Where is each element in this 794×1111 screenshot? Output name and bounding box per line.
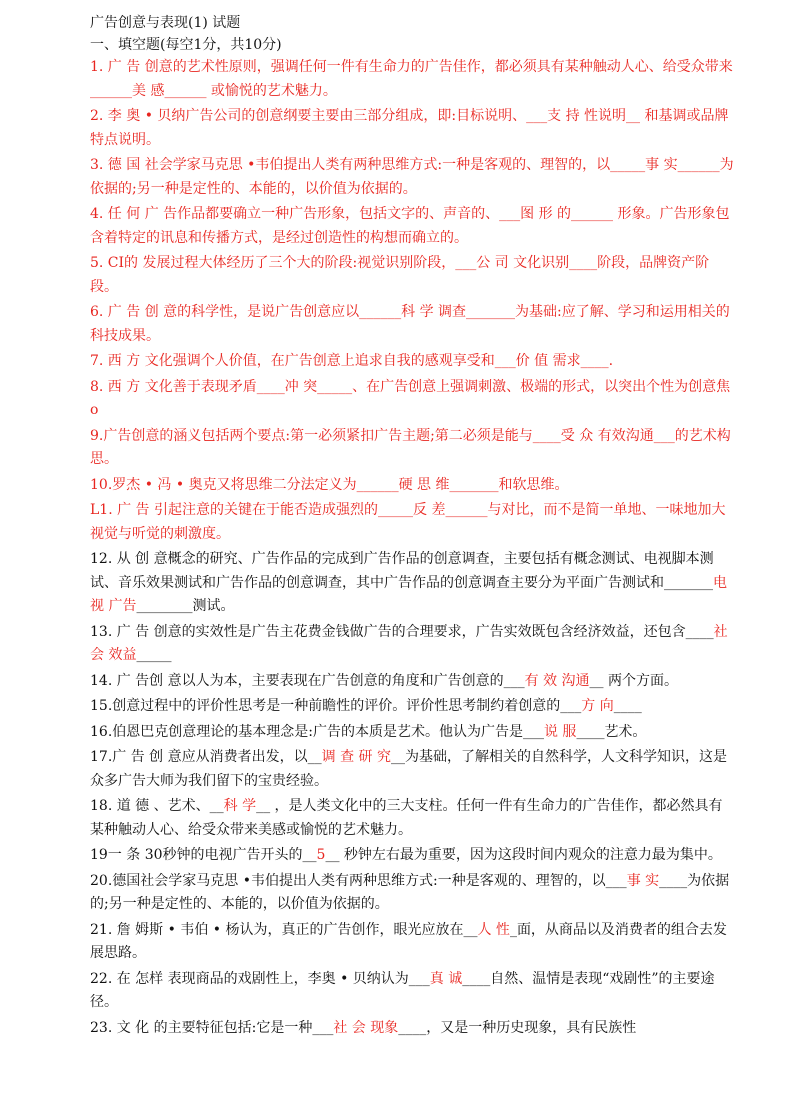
question-item: [90, 621, 734, 668]
question-item: [90, 548, 734, 619]
question-text: 7. 西 方 文化强调个人价值，在广告创意上追求自我的感观享受和___价 值 需求____.: [90, 353, 614, 369]
question-item: [90, 252, 734, 299]
question-item: [90, 499, 734, 546]
question-text: 14. 广 告创 意以人为本，主要表现在广告创意的角度和广告创意的___: [90, 672, 525, 689]
question-text: __为基础，了解相关的自然科学，人文科学知识，这是众多广告大师为我们留下的宝贵经验。: [90, 749, 727, 789]
question-text: ____为依据的;另一种是定性的、本能的，以价值为依据的。: [90, 872, 730, 912]
question-text: 13. 广 告 创意的实效性是广告主花费金钱做广告的合理要求，广告实效既包含经济效益，还包含____: [90, 623, 714, 640]
question-text: 23. 文 化 的主要特征包括:它是一种___: [90, 1019, 334, 1036]
question-item: [90, 154, 734, 201]
question-text: _面，从商品以及消费者的组合去发展思路。: [90, 921, 727, 961]
question-item: [90, 746, 734, 793]
question-text: 4. 任 何 广 告作品都要确立一种广告形象，包括文字的、声音的、___图 形 的______ 形象。广告形象包含着特定的讯息和传播方式，是经过创造性的构想而确立的。: [90, 206, 730, 246]
question-item: [90, 105, 734, 152]
answer-text: 人 性: [477, 921, 510, 938]
question-text: 19一 条 30秒钟的电视广告开头的__: [90, 847, 317, 863]
question-text: 9.广告创意的涵义包括两个要点:第一必须紧扣广告主题;第二必须是能与____受 众 有效沟通___的艺术构思。: [90, 427, 731, 467]
answer-text: 方 向: [581, 698, 614, 714]
page-title: 广告创意与表现(1) 试题: [90, 15, 241, 31]
question-item: [90, 203, 734, 250]
question-text: ____艺术。: [576, 723, 647, 740]
question-text: ____自然、温情是表现“戏剧性”的主要途径。: [90, 970, 715, 1010]
answer-text: 调 查 研 究: [321, 749, 391, 765]
question-item: [90, 695, 734, 719]
question-text: ____: [613, 698, 642, 714]
question-item: [90, 425, 734, 472]
question-text: 15.创意过程中的评价性思考是一种前瞻性的评价。评价性思考制约着创意的___: [90, 698, 582, 714]
answer-text: 说 服: [543, 723, 577, 740]
question-text: ________测试。: [136, 598, 235, 614]
question-text: 22. 在 怎样 表现商品的戏剧性上，李奥 • 贝纳认为___: [90, 970, 430, 987]
answer-text: 真 诚: [429, 970, 463, 987]
question-list: [90, 56, 734, 1040]
answer-text: 事 实: [626, 872, 660, 889]
question-text: L1. 广 告 引起注意的关键在于能否造成强烈的_____反 差______与对比，而不是简一单地、一味地加大视觉与听觉的刺激度。: [90, 502, 726, 542]
question-item: [90, 968, 734, 1015]
question-text: 1. 广 告 创意的艺术性原则，强调任何一件有生命力的广告佳作，都必须具有某种触动人心、给受众带来______美 感______ 或愉悦的艺术魅力。: [90, 59, 733, 99]
question-text: _____: [136, 647, 172, 663]
question-text: 10.罗杰 • 冯 • 奥克又将思维二分法定义为______硬 思 维_______和软思维。: [90, 476, 569, 493]
question-text: __ 秒钟左右最为重要，因为这段时间内观众的注意力最为集中。: [325, 847, 722, 863]
question-text: 2. 李 奥 • 贝纳广告公司的创意纲要主要由三部分组成，即:目标说明、___支 持 性说明__ 和基调或品牌特点说明。: [90, 108, 729, 148]
question-item: [90, 795, 734, 842]
question-item: [90, 56, 734, 103]
question-item: [90, 350, 734, 374]
question-text: 5. CI的 发展过程大体经历了三个大的阶段:视觉识别阶段，___公 司 文化识别____阶段，品牌资产阶段。: [90, 255, 710, 295]
question-text: 8. 西 方 文化善于表现矛盾____冲 突_____、在广告创意上强调刺激、极端的形式，以突出个性为创意焦o: [90, 378, 731, 418]
question-text: 6. 广 告 创 意的科学性，是说广告创意应以______科 学 调查_______为基础:应了解、学习和运用相关的科技成果。: [90, 304, 730, 344]
question-item: [90, 1017, 734, 1041]
question-text: __ ，是人类文化中的三大支柱。任何一件有生命力的广告佳作，都必然具有某种触动人心、给受众带来美感或愉悦的艺术魅力。: [90, 798, 723, 838]
answer-text: 社 会 现象: [333, 1019, 399, 1036]
question-item: [90, 474, 734, 498]
answer-text: 有 效 沟通: [524, 672, 590, 689]
question-item: [90, 376, 734, 423]
question-item: [90, 870, 734, 917]
answer-text: 社 会 效益: [90, 623, 728, 663]
question-text: 20.德国社会学家马克思 •韦伯提出人类有两种思维方式:一种是客观的、理智的，以___: [90, 872, 627, 889]
question-item: [90, 919, 734, 966]
question-text: 18. 道 德 、艺术、__: [90, 798, 224, 814]
question-text: 16.伯恩巴克创意理论的基本理念是:广告的本质是艺术。他认为广告是___: [90, 723, 544, 740]
question-text: 3. 德 国 社会学家马克思 •韦伯提出人类有两种思维方式:一种是客观的、理智的，以_____事 实______为依据的;另一种是定性的、本能的，以价值为依据的。: [90, 157, 734, 197]
question-text: 17.广 告 创 意应从消费者出发，以__: [90, 749, 322, 765]
question-item: [90, 844, 734, 868]
question-item: [90, 301, 734, 348]
question-text: __ 两个方面。: [589, 672, 678, 689]
question-item: [90, 670, 734, 694]
answer-text: 电 视 广告: [90, 574, 727, 614]
question-text: ____，又是一种历史现象，具有民族性: [398, 1019, 637, 1036]
section-heading: 一、填空题(每空1分，共10分): [90, 37, 282, 53]
answer-text: 5: [316, 847, 326, 863]
question-text: 12. 从 创 意概念的研究、广告作品的完成到广告作品的创意调查，主要包括有概念测试、电视脚本测试、音乐效果测试和广告作品的创意调查，其中广告作品的创意调查主要分为平面广告测试和_______: [90, 551, 714, 591]
question-text: 21. 詹 姆斯 • 韦伯 • 杨认为，真正的广告创作，眼光应放在__: [90, 921, 478, 938]
answer-text: 科 学: [223, 798, 257, 814]
question-item: [90, 721, 734, 745]
